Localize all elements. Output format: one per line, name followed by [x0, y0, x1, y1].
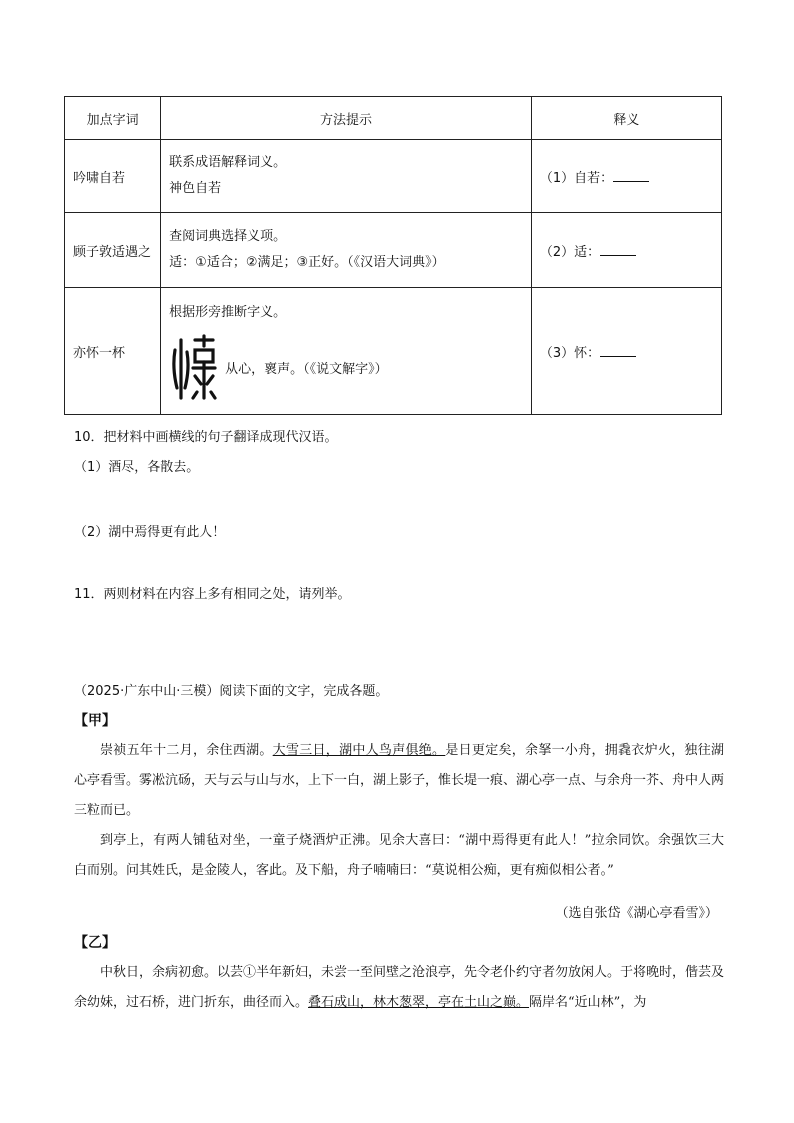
passage-text: 是日更定矣，余拏一小舟，拥毳衣炉火，独往湖心亭看雪。雾凇沆砀，天与云与山与水，上下一白，湖上影子，惟长堤一痕、湖心亭一点、与余舟一芥、舟中人两三粒而已。	[74, 743, 725, 818]
cell-word: 亦怀一杯	[65, 288, 161, 415]
meaning-label: （3）怀：	[539, 345, 601, 361]
header-method: 方法提示	[161, 97, 532, 140]
passage-text: 中秋日，余病初愈。以芸①半年新妇，未尝一至间壁之沧浪亭，先令老仆约守者勿放闲人。于将晚时，偕芸及余幼妹，过石桥，进门折东，曲径而入。	[74, 965, 725, 1010]
header-meaning: 释义	[531, 97, 721, 140]
section-label-yi: 【乙】	[74, 935, 116, 951]
passage-yi-paragraph-1	[74, 958, 724, 1018]
answer-blank[interactable]	[613, 169, 649, 182]
jia-source: （选自张岱《湖心亭看雪》）	[555, 906, 718, 921]
cell-word: 吟啸自若	[65, 140, 161, 213]
section-label-jia: 【甲】	[74, 713, 116, 729]
table-row	[65, 288, 722, 415]
vocab-table	[64, 96, 722, 415]
meaning-label: （1）自若：	[539, 170, 614, 186]
passage-text: 隔岸名“近山林”，为	[529, 995, 647, 1010]
method-line: 根据形旁推断字义。	[169, 305, 287, 320]
method-line: 查阅词典选择义项。	[169, 229, 287, 244]
passage-intro: （2025·广东中山·三模）阅读下面的文字，完成各题。	[74, 684, 389, 699]
seal-script-huai-icon	[169, 332, 221, 402]
cell-word: 顾子敦适遇之	[65, 213, 161, 288]
passage-jia-paragraph-1	[74, 736, 724, 826]
question-10-1: （1）酒尽，各散去。	[74, 460, 200, 475]
method-line: 适：①适合；②满足；③正好。（《汉语大词典》）	[169, 255, 445, 270]
table-row	[65, 140, 722, 213]
meaning-label: （2）适：	[539, 244, 601, 260]
underlined-sentence: 叠石成山，林木葱翠，亭在土山之巅。	[308, 995, 530, 1010]
question-10-2: （2）湖中焉得更有此人！	[74, 525, 226, 540]
header-word: 加点字词	[65, 97, 161, 140]
cell-method	[161, 288, 532, 415]
cell-meaning	[531, 140, 721, 213]
answer-blank[interactable]	[600, 344, 636, 357]
cell-method	[161, 213, 532, 288]
table-row	[65, 213, 722, 288]
underlined-sentence: 大雪三日，湖中人鸟声俱绝。	[272, 743, 446, 758]
passage-text: 崇祯五年十二月，余住西湖。	[100, 743, 273, 758]
cell-meaning	[531, 213, 721, 288]
method-line: 神色自若	[169, 181, 222, 196]
cell-method	[161, 140, 532, 213]
question-11: 11．两则材料在内容上多有相同之处，请列举。	[74, 587, 351, 602]
answer-blank[interactable]	[600, 243, 636, 256]
method-line: 联系成语解释词义。	[169, 155, 287, 170]
method-line: 从心，褱声。（《说文解字》）	[225, 361, 388, 377]
seal-row	[169, 332, 523, 402]
passage-jia-paragraph-2: 到亭上，有两人铺毡对坐，一童子烧酒炉正沸。见余大喜曰：“湖中焉得更有此人！”拉余同饮。余强饮三大白而别。问其姓氏，是金陵人，客此。及下船，舟子喃喃曰：“莫说相公痴，更有痴似相公者。”	[74, 833, 724, 878]
table-header-row	[65, 97, 722, 140]
cell-meaning	[531, 288, 721, 415]
question-10: 10．把材料中画横线的句子翻译成现代汉语。	[74, 430, 338, 445]
